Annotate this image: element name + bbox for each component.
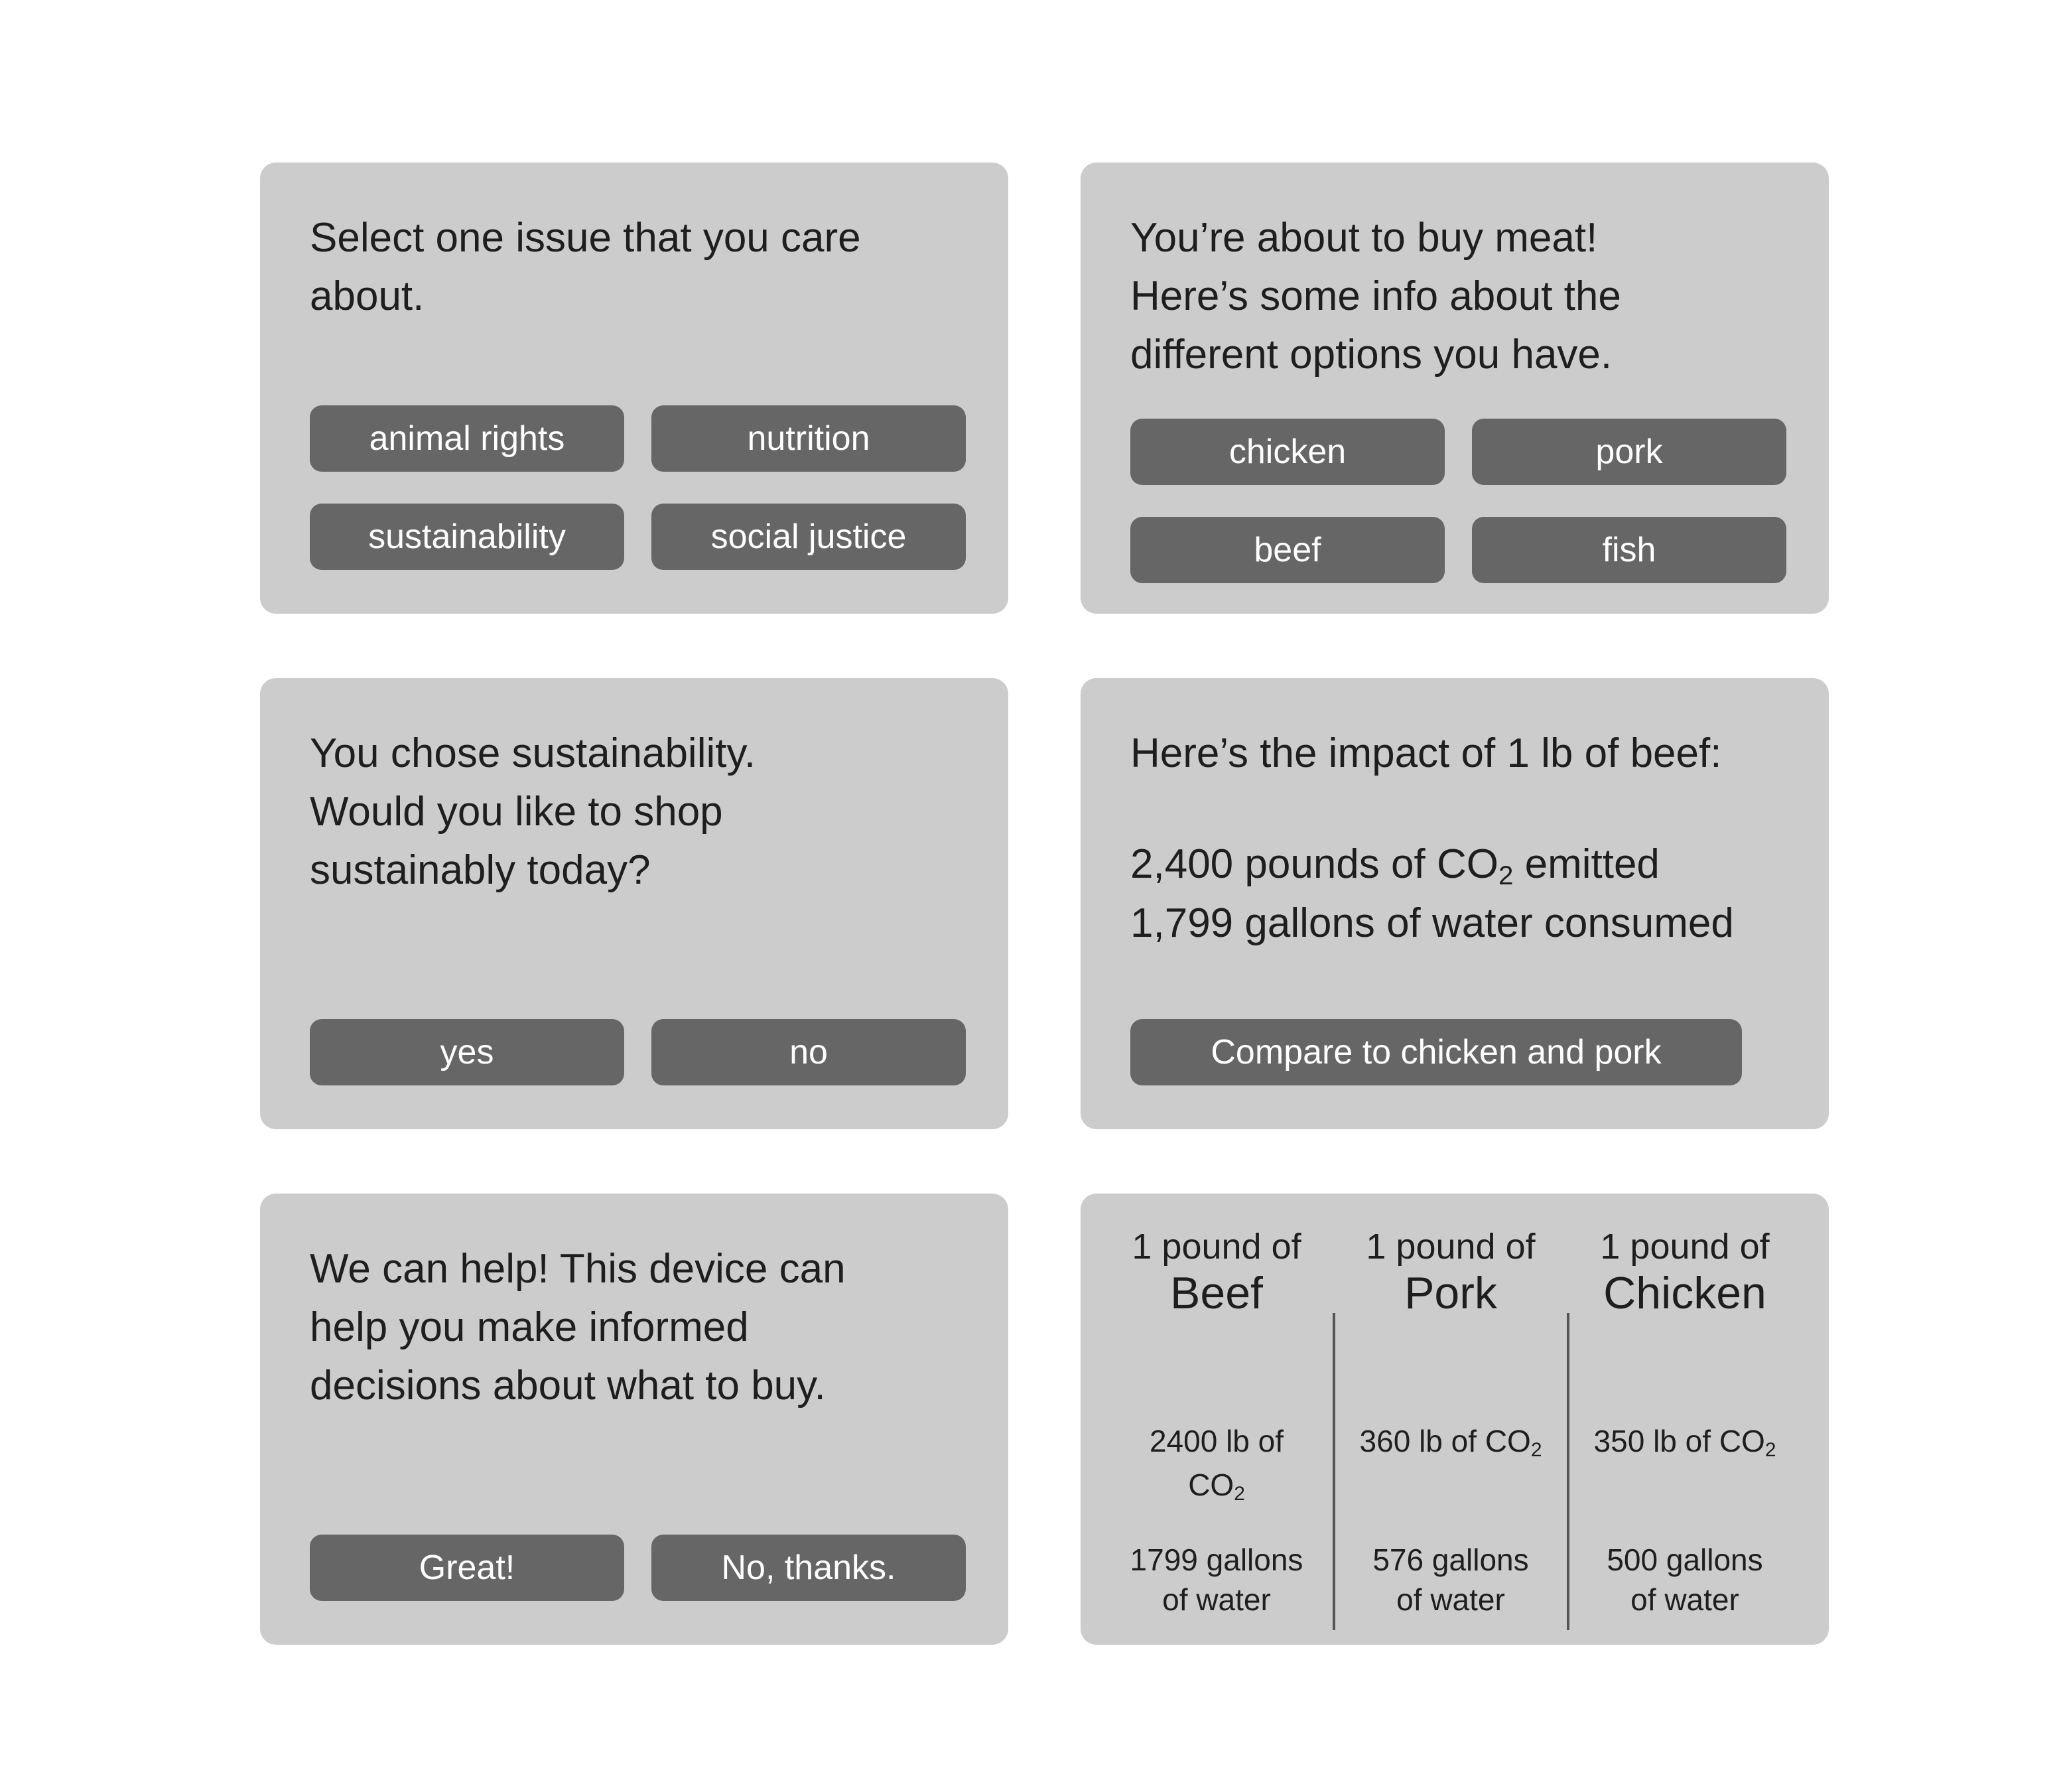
- beef-co2-subscript: 2: [1234, 1483, 1245, 1505]
- pork-water-unit: of water: [1396, 1582, 1505, 1617]
- great-button[interactable]: Great!: [310, 1535, 624, 1601]
- chicken-button[interactable]: chicken: [1130, 419, 1445, 485]
- yes-button[interactable]: yes: [310, 1019, 624, 1085]
- sustainability-card: [260, 678, 1008, 1129]
- pork-co2: [1341, 1419, 1560, 1468]
- comparison-card: [1081, 1194, 1829, 1645]
- beef-water-unit: of water: [1162, 1582, 1271, 1617]
- animal-rights-button[interactable]: animal rights: [310, 405, 624, 472]
- pork-button[interactable]: pork: [1472, 419, 1786, 485]
- beef-button[interactable]: beef: [1130, 517, 1445, 583]
- chicken-column-name: Chicken: [1603, 1268, 1766, 1318]
- chicken-water-unit: of water: [1630, 1582, 1739, 1617]
- beef-co2: [1107, 1419, 1326, 1511]
- chicken-column-prefix: 1 pound of: [1600, 1227, 1770, 1267]
- beef-co2-text: 2400 lb of: [1149, 1424, 1284, 1458]
- pork-column-name: Pork: [1404, 1268, 1497, 1318]
- impact-stats: [1130, 837, 1794, 951]
- sustainability-button[interactable]: sustainability: [310, 504, 624, 570]
- issue-selection-card: [260, 163, 1008, 614]
- pork-co2-unit: CO: [1485, 1424, 1531, 1458]
- compare-button[interactable]: Compare to chicken and pork: [1130, 1019, 1742, 1085]
- chicken-co2-unit: CO: [1719, 1424, 1765, 1458]
- beef-water-amount: 1799 gallons: [1130, 1543, 1303, 1577]
- pork-water-amount: 576 gallons: [1372, 1543, 1529, 1577]
- beef-column-prefix: 1 pound of: [1132, 1227, 1301, 1267]
- chicken-co2-text: 350 lb of: [1593, 1424, 1719, 1458]
- social-justice-button[interactable]: social justice: [651, 504, 966, 570]
- no-thanks-button[interactable]: No, thanks.: [651, 1535, 966, 1601]
- issue-prompt: Select one issue that you care about.: [310, 215, 861, 319]
- co2-line: [1130, 837, 1794, 896]
- pork-column: [1341, 1227, 1560, 1617]
- fish-button[interactable]: fish: [1472, 517, 1786, 583]
- sustainability-prompt: You chose sustainability. Would you like to shop sustainably today?: [310, 730, 756, 893]
- chicken-co2-subscript: 2: [1764, 1439, 1776, 1462]
- beef-impact-card: [1081, 678, 1829, 1129]
- chicken-water: [1575, 1540, 1794, 1620]
- nutrition-button[interactable]: nutrition: [651, 405, 966, 472]
- help-prompt: We can help! This device can help you make informed decisions about what to buy.: [310, 1246, 846, 1409]
- chicken-water-amount: 500 gallons: [1607, 1543, 1763, 1577]
- beef-water: [1107, 1540, 1326, 1620]
- no-button[interactable]: no: [651, 1019, 966, 1085]
- impact-heading: Here’s the impact of 1 lb of beef:: [1130, 730, 1722, 776]
- chicken-co2: [1575, 1419, 1794, 1468]
- meat-options-card: [1081, 163, 1829, 614]
- pork-co2-text: 360 lb of: [1359, 1424, 1485, 1458]
- co2-subscript: 2: [1498, 861, 1514, 891]
- meat-prompt: You’re about to buy meat! Here’s some info about the different options you have.: [1130, 215, 1621, 378]
- co2-line-suffix: emitted: [1513, 841, 1660, 887]
- beef-column-name: Beef: [1170, 1268, 1263, 1318]
- pork-co2-subscript: 2: [1530, 1439, 1542, 1462]
- co2-line-text: 2,400 pounds of CO: [1130, 841, 1498, 887]
- column-divider: [1333, 1313, 1335, 1630]
- chicken-column: [1575, 1227, 1794, 1617]
- beef-co2-unit: CO: [1188, 1468, 1234, 1502]
- pork-column-prefix: 1 pound of: [1366, 1227, 1536, 1267]
- water-line: 1,799 gallons of water consumed: [1130, 900, 1734, 946]
- column-divider: [1567, 1313, 1569, 1630]
- beef-column: [1107, 1227, 1326, 1617]
- pork-water: [1341, 1540, 1560, 1620]
- help-card: [260, 1194, 1008, 1645]
